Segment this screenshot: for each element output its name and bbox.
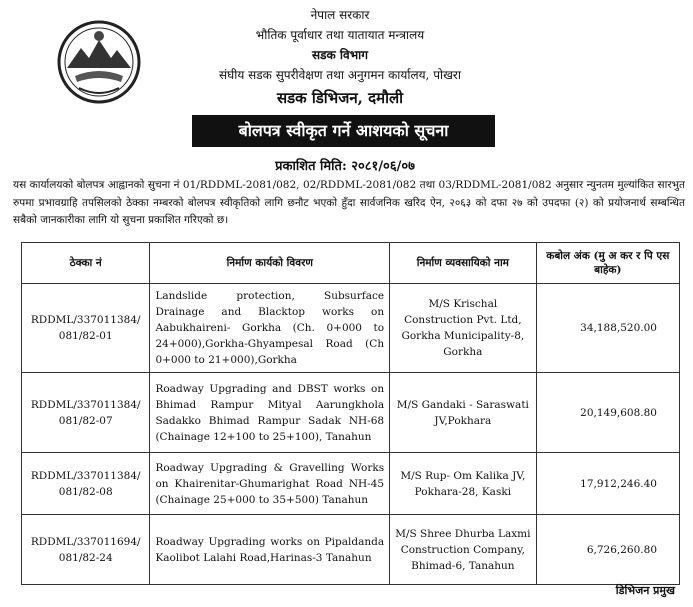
contract-no-cell: RDDML/337011694/ 081/82-24 — [22, 515, 150, 585]
contract-no-cell: RDDML/337011384/ 081/82-07 — [22, 373, 150, 453]
contract-no-cell: RDDML/337011384/ 081/82-01 — [22, 284, 150, 373]
amount-cell: 20,149,608.80 — [536, 373, 679, 453]
contractor-cell: M/S Shree Dhurba Laxmi Construction Company, Bhimad-6, Tanahun — [390, 515, 537, 585]
header-contract-no: ठेक्का नं — [22, 243, 150, 284]
division-title: सडक डिभिजन, दमौली — [276, 89, 404, 107]
header-contractor: निर्माण व्यवसायिको नाम — [390, 243, 537, 284]
description-cell: Landslide protection, Subsurface Drainage and Blacktop works on Aabukhaireni- Gorkha (Ch. 0+000 to 24+000),Gorkha-Ghyampesal Road (Ch 0+000 to 21+000),Gorkha — [150, 284, 390, 373]
table-row — [22, 453, 680, 515]
contractor-cell: M/S Gandaki - Saraswati JV,Pokhara — [390, 373, 537, 453]
header-description: निर्माण कार्यको विवरण — [150, 243, 390, 284]
notice-body-text: यस कार्यालयको बोलपत्र आह्वानको सुचना नं 01/RDDML-2081/082, 02/RDDML-2081/082 तथा 03/RDDML-2081/082 अनुसार न्युनतम मुल्यांकित सारभुत रुपमा प्रभावग्राहि तपसिलको ठेक्का नम्बरको बोलपत्र स्वीकृतिको लागि छनौट भएको हुँदा सार्वजनिक खरिद ऐन, २०६३ को दफा २७ को उपदफा (२) को प्रयोजनार्थ सम्बन्धित सबैको जानकारीका लागि यो सुचना प्रकाशित गरिएको छ। — [13, 179, 685, 226]
amount-cell: 6,726,260.80 — [536, 515, 679, 585]
amount-cell: 34,188,520.00 — [536, 284, 679, 373]
table-row — [22, 284, 680, 373]
header-amount: कबोल अंक (मु अ कर र पि एस बाहेक) — [536, 243, 679, 284]
amount-cell: 17,912,246.40 — [536, 453, 679, 515]
table-row — [22, 373, 680, 453]
department-title: सडक विभाग — [311, 48, 368, 62]
table-header-row — [22, 243, 680, 284]
nepal-emblem-icon — [55, 18, 143, 106]
description-cell: Roadway Upgrading and DBST works on Bhimad Rampur Mityal Aarungkhola Sadakko Bhimad Rampur Sadak NH-68 (Chainage 12+100 to 25+100), Tanahun — [150, 373, 390, 453]
office-title: संघीय सडक सुपरीवेक्षण तथा अनुगमन कार्यालय, पोखरा — [219, 68, 461, 82]
contract-table — [21, 242, 680, 585]
table-row — [22, 515, 680, 585]
signature-title: डिभिजन प्रमुख — [615, 584, 675, 597]
contractor-cell: M/S Rup- Om Kalika JV, Pokhara-28, Kaski — [390, 453, 537, 515]
contract-no-cell: RDDML/337011384/ 081/82-08 — [22, 453, 150, 515]
description-cell: Roadway Upgrading & Gravelling Works on Khairenitar-Ghumarighat Road NH-45 (Chainage 25+000 to 35+500) Tanahun — [150, 453, 390, 515]
published-date: प्रकाशित मिति: २०८१/०६/०७ — [275, 159, 415, 174]
notice-banner: बोलपत्र स्वीकृत गर्ने आशयको सूचना — [192, 115, 495, 147]
govt-title: नेपाल सरकार — [310, 8, 370, 22]
description-cell: Roadway Upgrading works on Pipaldanda Kaolibot Lalahi Road,Harinas-3 Tanahun — [150, 515, 390, 585]
contractor-cell: M/S Krischal Construction Pvt. Ltd, Gorkha Municipality-8, Gorkha — [390, 284, 537, 373]
ministry-title: भौतिक पूर्वाधार तथा यातायात मन्त्रालय — [255, 28, 425, 42]
